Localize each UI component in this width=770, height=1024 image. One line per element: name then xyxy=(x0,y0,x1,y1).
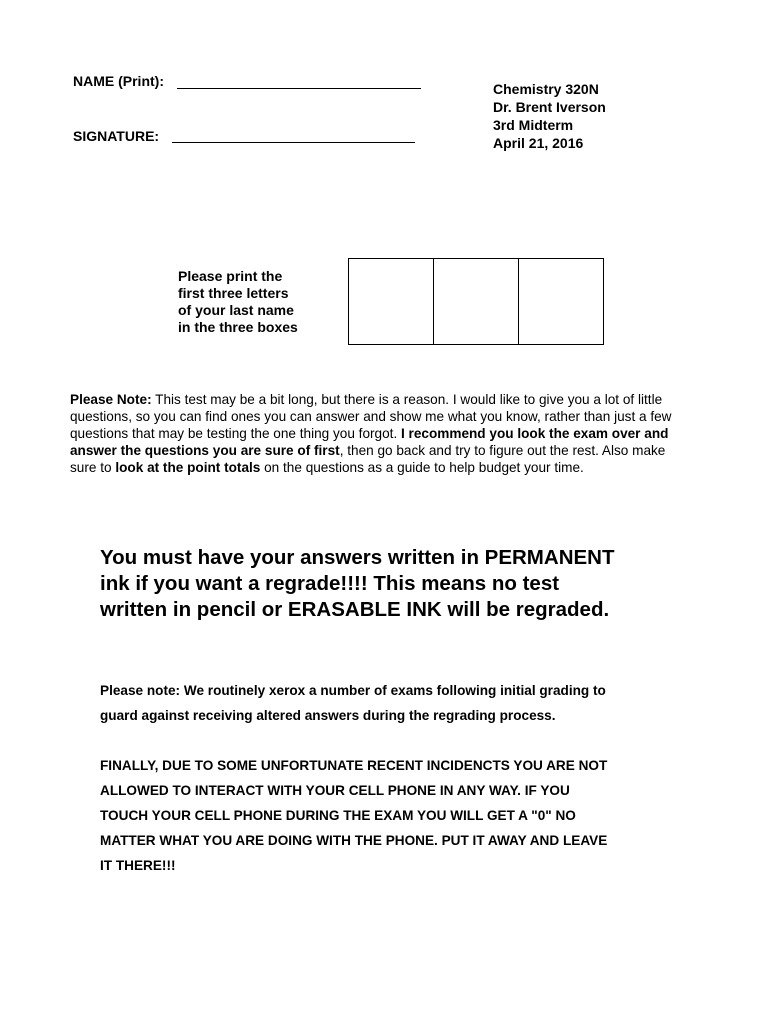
note-paragraph xyxy=(70,391,690,476)
xerox-line: guard against receiving altered answers during the regrading process. xyxy=(100,708,556,723)
box-instructions xyxy=(178,268,298,336)
instructor-name: Dr. Brent Iverson xyxy=(493,99,606,115)
warning-line: ink if you want a regrade!!!! This means no test xyxy=(100,572,560,595)
letter-box-2[interactable] xyxy=(434,259,519,344)
note-lead: Please Note: xyxy=(70,392,152,407)
last-name-letter-boxes xyxy=(348,258,604,345)
note-point-totals: look at the point totals xyxy=(115,460,261,475)
box-instructions-line: of your last name xyxy=(178,302,294,318)
warning-line: written in pencil or ERASABLE INK will be regraded. xyxy=(100,598,610,621)
course-info xyxy=(493,80,606,152)
cell-phone-line: IT THERE!!! xyxy=(100,858,176,873)
note-recommendation: I recommend you look the exam over and answer the questions you are sure of first xyxy=(70,426,669,458)
cell-phone-policy xyxy=(100,753,720,878)
box-instructions-line: in the three boxes xyxy=(178,319,298,335)
signature-field[interactable] xyxy=(172,142,415,143)
cell-phone-line: ALLOWED TO INTERACT WITH YOUR CELL PHONE IN ANY WAY. IF YOU xyxy=(100,783,570,798)
cell-phone-line: MATTER WHAT YOU ARE DOING WITH THE PHONE. PUT IT AWAY AND LEAVE xyxy=(100,833,608,848)
name-label: NAME (Print): xyxy=(73,73,164,89)
permanent-ink-warning xyxy=(100,545,700,623)
note-text: This test may be a bit long, but there is a reason. I would like to give you a lot of little questions, so you can find ones you can answer and show me what you know, rather than just a few questions that may be testing the one thing you forgot. xyxy=(70,392,672,441)
name-field[interactable] xyxy=(177,88,421,89)
signature-label: SIGNATURE: xyxy=(73,128,160,144)
warning-line: You must have your answers written in PERMANENT xyxy=(100,546,615,569)
xerox-note xyxy=(100,678,700,728)
box-instructions-line: first three letters xyxy=(178,285,289,301)
cell-phone-line: FINALLY, DUE TO SOME UNFORTUNATE RECENT INCIDENCTS YOU ARE NOT xyxy=(100,758,608,773)
note-text: , then go back and try to figure out the rest. Also make sure to xyxy=(70,443,666,475)
exam-date: April 21, 2016 xyxy=(493,135,584,151)
letter-box-3[interactable] xyxy=(519,259,603,344)
cell-phone-line: TOUCH YOUR CELL PHONE DURING THE EXAM YOU WILL GET A "0" NO xyxy=(100,808,576,823)
letter-box-1[interactable] xyxy=(349,259,434,344)
exam-name: 3rd Midterm xyxy=(493,117,574,133)
box-instructions-line: Please print the xyxy=(178,268,283,284)
course-title: Chemistry 320N xyxy=(493,81,599,97)
xerox-line: Please note: We routinely xerox a number of exams following initial grading to xyxy=(100,683,606,698)
note-text: on the questions as a guide to help budget your time. xyxy=(260,460,584,475)
